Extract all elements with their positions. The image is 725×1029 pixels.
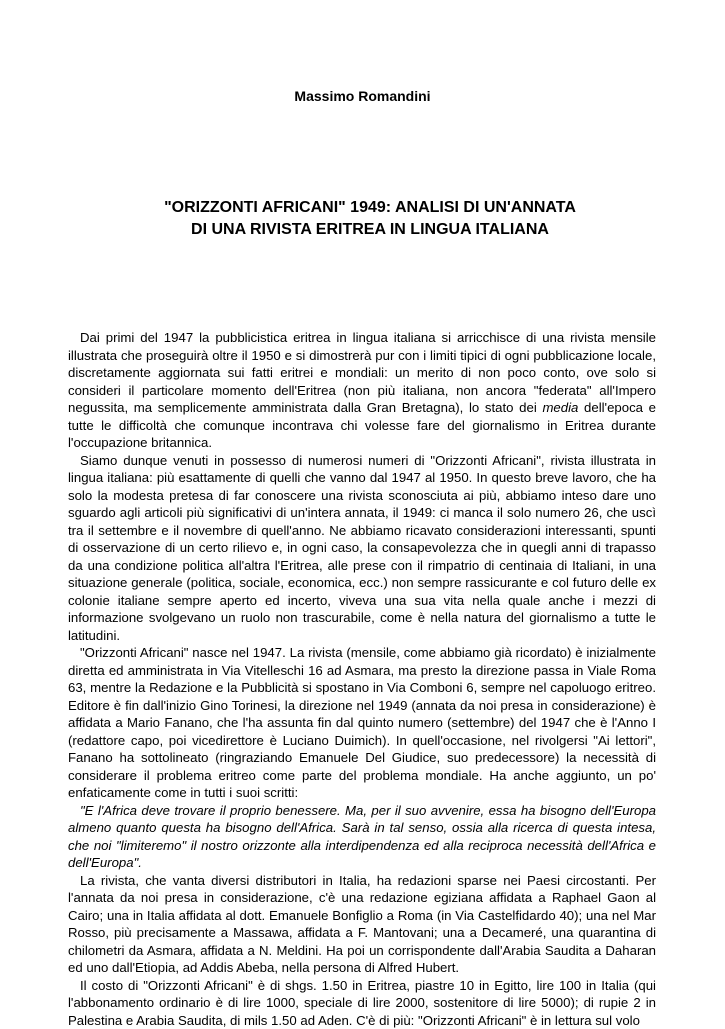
title-line-2: DI UNA RIVISTA ERITREA IN LINGUA ITALIANA	[0, 219, 725, 241]
article-body	[68, 329, 656, 1029]
article-title	[0, 197, 725, 241]
author-name: Massimo Romandini	[0, 88, 725, 104]
paragraph-2: Siamo dunque venuti in possesso di numerosi numeri di "Orizzonti Africani", rivista illustrata in lingua italiana: più esattamente di quelli che vanno dal 1947 al 1950. In questo breve lavoro, che ha solo la modesta pretesa di far conoscere una rivista sconosciuta ai più, abbiamo inteso dare uno sguardo agli articoli più significativi di un'intera annata, il 1949: ci manca il solo numero 26, che uscì tra il settembre e il novembre di quell'anno. Ne abbiamo ricavato considerazioni interessanti, spunti di osservazione di un certo rilievo e, in ogni caso, la consapevolezza che in quegli anni di trapasso da una condizione politica all'altra l'Eritrea, alle prese con il rimpatrio di centinaia di Italiani, in una situazione generale (politica, sociale, economica, ecc.) non sempre rassicurante e col futuro delle ex colonie italiane sempre aperto ed incerto, viveva una sua vita nella quale anche i mezzi di informazione svolgevano un ruolo non trascurabile, come è nella natura del giornalismo a tutte le latitudini.	[68, 452, 656, 645]
paragraph-3: "Orizzonti Africani" nasce nel 1947. La rivista (mensile, come abbiamo già ricordato) è inizialmente diretta ed amministrata in Via Vitelleschi 16 ad Asmara, ma presto la direzione passa in Viale Roma 63, mentre la Redazione e la Pubblicità si spostano in Via Comboni 6, sempre nel capoluogo eritreo. Editore è fin dall'inizio Gino Torinesi, la direzione nel 1949 (annata da noi presa in considerazione) è affidata a Mario Fanano, che l'ha assunta fin dal quinto numero (settembre) del 1947 che è l'Anno I (redattore capo, poi vicedirettore è Luciano Duimich). In quell'occasione, nel rivolgersi "Ai lettori", Fanano ha sottolineato (ringraziando Emanuele Del Giudice, suo predecessore) la necessità di considerare il problema eritreo come parte del problema mondiale. Ha anche aggiunto, un po' enfaticamente come in tutti i suoi scritti:	[68, 644, 656, 802]
quoted-passage: "E l'Africa deve trovare il proprio benessere. Ma, per il suo avvenire, essa ha bisogno dell'Europa almeno quanto questa ha bisogno dell'Africa. Sarà in tal senso, ossia alla ricerca di questa intesa, che noi "limiteremo" il nostro orizzonte alla interdipendenza ed alla reciproca necessità dell'Africa e dell'Europa".	[68, 802, 656, 872]
paragraph-5: Il costo di "Orizzonti Africani" è di shgs. 1.50 in Eritrea, piastre 10 in Egitto, lire 100 in Italia (qui l'abbonamento ordinario è di lire 1000, speciale di lire 2000, sostenitore di lire 5000); di rupie 2 in Palestina e Arabia Saudita, di mils 1.50 ad Aden. C'è di più: "Orizzonti Africani" è in lettura sul volo	[68, 977, 656, 1029]
paragraph-4: La rivista, che vanta diversi distributori in Italia, ha redazioni sparse nei Paesi circostanti. Per l'annata da noi presa in considerazione, c'è una redazione egiziana affidata a Raphael Gaon al Cairo; una in Italia affidata al dott. Emanuele Bonfiglio a Roma (in Via Castelfidardo 40); una nel Mar Rosso, più precisamente a Massawa, affidata a F. Mantovani; una a Decameré, una quarantina di chilometri da Asmara, affidata a N. Meldini. Ha poi un corrispondente dall'Arabia Saudita a Daharan ed uno dall'Etiopia, ad Addis Abeba, nella persona di Alfred Hubert.	[68, 872, 656, 977]
title-line-1: "ORIZZONTI AFRICANI" 1949: ANALISI DI UN'ANNATA	[0, 197, 725, 219]
paragraph-1-emphasis: media	[542, 400, 578, 415]
paragraph-1-text-end: dell'epoca e tutte le difficoltà che comunque incontrava chi volesse fare del giornalismo in Eritrea durante l'occupazione britannica.	[68, 400, 656, 450]
paragraph-1	[68, 329, 656, 452]
paragraph-1-text: Dai primi del 1947 la pubblicistica eritrea in lingua italiana si arricchisce di una rivista mensile illustrata che proseguirà oltre il 1950 e si dimostrerà pur con i limiti tipici di ogni pubblicazione locale, discretamente aggiornata sui fatti eritrei e mondiali: un merito di non poco conto, ove solo si consideri il particolare momento dell'Eritrea (non più italiana, non ancora "federata" all'Impero negussita, ma semplicemente amministrata dalla Gran Bretagna), lo stato dei	[68, 330, 656, 415]
